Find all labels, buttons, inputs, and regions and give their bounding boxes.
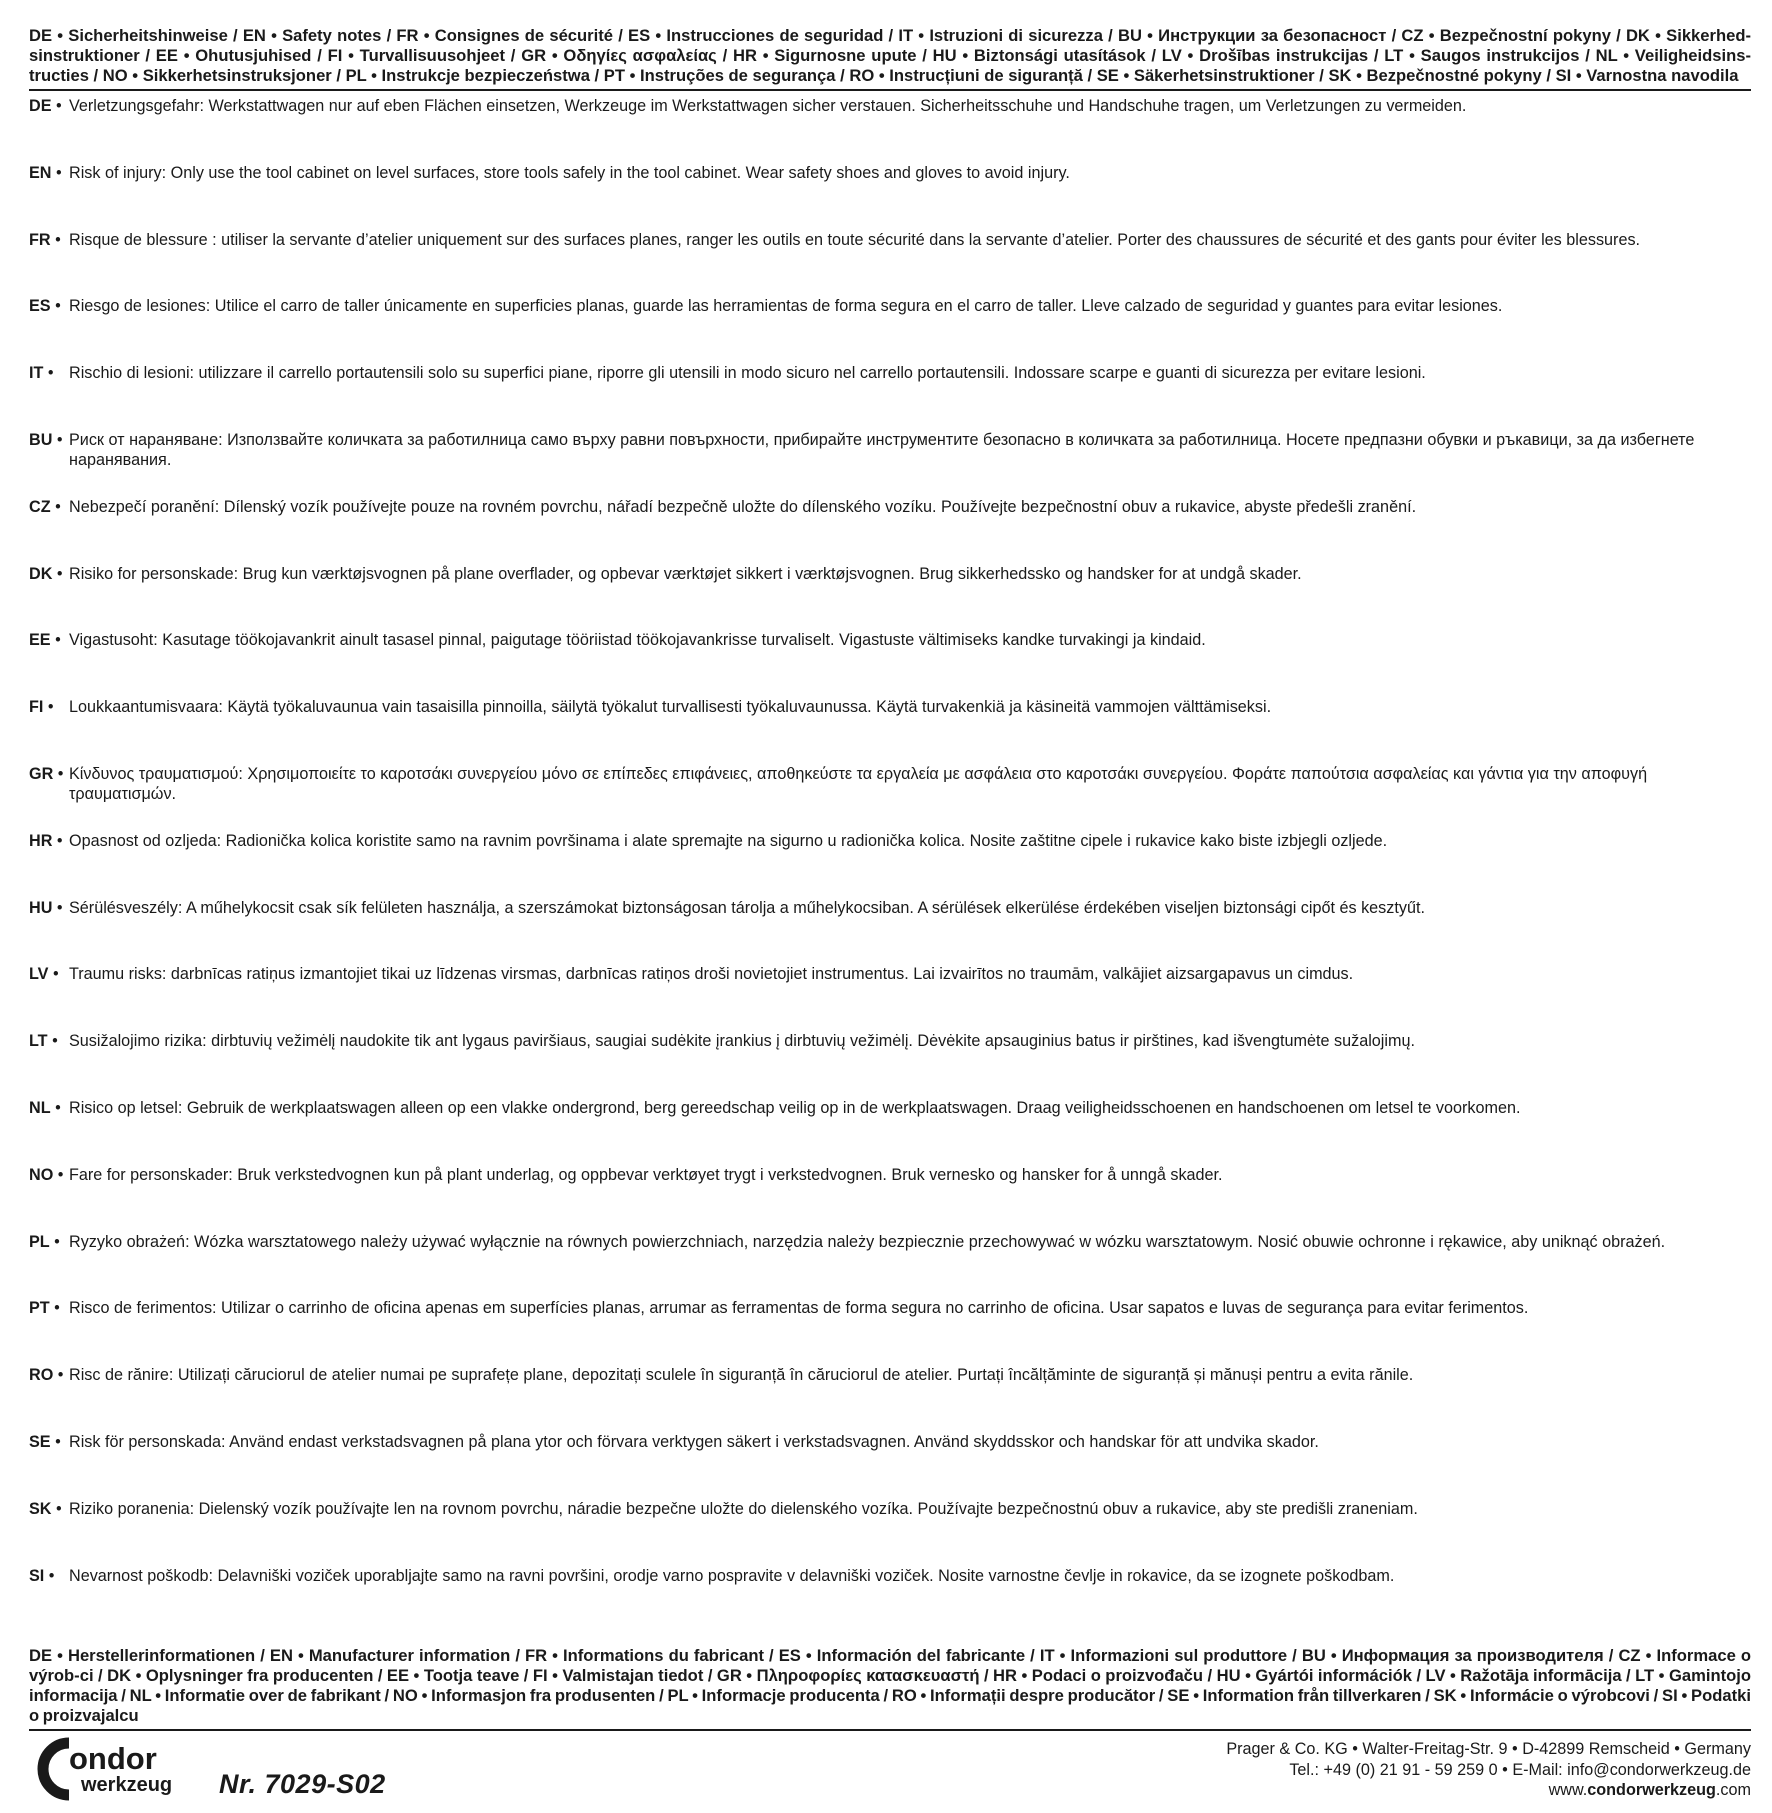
- logo-word: ondor: [69, 1741, 157, 1777]
- entry-text: Vigastusoht: Kasutage töökojavankrit ainult tasasel pinnal, paigutage tööriistad töökojavankrisse turvaliselt. Vigastuste vältimiseks kandke turvakingi ja kindaid.: [69, 631, 1206, 650]
- entry-text: Risk of injury: Only use the tool cabinet on level surfaces, store tools safely in the tool cabinet. Wear safety shoes and gloves to avoid injury.: [69, 163, 1070, 182]
- entry-text: Fare for personskader: Bruk verkstedvognen kun på plant underlag, og oppbevar verktøyet trygt i verkstedvognen. Bruk vernesko og hansker for å unngå skader.: [69, 1165, 1223, 1184]
- lang-code: SK: [29, 1499, 52, 1518]
- entry-fi: FI • Loukkaantumisvaara: Käytä työkaluvaunua vain tasaisilla pinnoilla, säilytä työkalut turvallisesti työkaluvaunussa. Käytä turvakenkiä ja käsineitä vammojen välttämiseksi.: [29, 697, 1751, 764]
- logo-sub: werkzeug: [81, 1774, 173, 1797]
- lang-code: DE: [29, 97, 52, 115]
- entry-de: DE • Verletzungsgefahr: Werkstattwagen nur auf eben Flächen einsetzen, Werkzeuge im Werkstattwagen sicher verstauen. Sicherheitsschuhe und Handschuhe tragen, um Verletzungen zu vermeiden.: [29, 96, 1751, 163]
- entry-fr: FR • Risque de blessure : utiliser la servante d’atelier uniquement sur des surfaces planes, ranger les outils en toute sécurité dans la servante d’atelier. Porter des chaussures de sécurité et des gants pour éviter les blessures.: [29, 230, 1751, 297]
- entry-text: Nebezpečí poranění: Dílenský vozík používejte pouze na rovném povrchu, nářadí bezpečně uložte do dílenského vozíku. Používejte bezpečnostní obuv a rukavice, abyste předešli zranění.: [69, 497, 1417, 516]
- lang-code: HU: [29, 898, 53, 917]
- entry-text: Риск от нараняване: Използвайте количката за работилница само върху равни повърхности, прибирайте инструментите безопасно в количката за работилница. Носете предпазни обувки и ръкавици, за да избегнете наранявания.: [69, 430, 1695, 470]
- lang-code: SI: [29, 1566, 45, 1585]
- article-number: Nr. 7029-S02: [219, 1769, 386, 1800]
- entry-lv: LV • Traumu risks: darbnīcas ratiņus izmantojiet tikai uz līdzenas virsmas, darbnīcas ratiņos droši novietojiet instrumentus. Lai izvairītos no traumām, valkājiet aizsargapavus un cimdus.: [29, 964, 1751, 1031]
- lang-code: SE: [29, 1432, 51, 1451]
- entry-text: Sérülésveszély: A műhelykocsit csak sík felületen használja, a szerszámokat biztonságosan tárolja a műhelykocsiban. A sérülések elkerülése érdekében viseljen biztonsági cipőt és kesztyűt.: [69, 898, 1425, 917]
- entry-gr: GR • Κίνδυνος τραυματισμού: Χρησιμοποιείτε το καροτσάκι συνεργείου μόνο σε επίπεδες επιφάνειες, αποθηκεύστε τα εργαλεία με ασφάλεια στο καροτσάκι συνεργείου. Φοράτε παπούτσια ασφαλείας και γάντια για την αποφυγή τραυματισμών.: [29, 764, 1751, 831]
- entry-text: Risc de rănire: Utilizați căruciorul de atelier numai pe suprafețe plane, depozitați sculele în siguranță în căruciorul de atelier. Purtați încălțăminte de siguranță și mănuși pentru a evita rănile.: [69, 1366, 1414, 1385]
- entry-en: EN • Risk of injury: Only use the tool cabinet on level surfaces, store tools safely in the tool cabinet. Wear safety shoes and gloves to avoid injury.: [29, 163, 1751, 230]
- entry-text: Κίνδυνος τραυματισμού: Χρησιμοποιείτε το καροτσάκι συνεργείου μόνο σε επίπεδες επιφάνειες, αποθηκεύστε τα εργαλεία με ασφάλεια στο καροτσάκι συνεργείου. Φοράτε παπούτσια ασφαλείας και γάντια για την αποφυγή τραυματισμών.: [69, 764, 1648, 804]
- entry-pt: PT • Risco de ferimentos: Utilizar o carrinho de oficina apenas em superfícies planas, arrumar as ferramentas de forma segura no carrinho de oficina. Usar sapatos e luvas de segurança para evitar ferimentos.: [29, 1298, 1751, 1365]
- entry-hr: HR • Opasnost od ozljeda: Radionička kolica koristite samo na ravnim površinama i alate spremajte na sigurno u radionička kolica. Nosite zaštitne cipele i rukavice kako biste izbjegli ozljede.: [29, 831, 1751, 898]
- entry-hu: HU • Sérülésveszély: A műhelykocsit csak sík felületen használja, a szerszámokat biztonságosan tárolja a műhelykocsiban. A sérülések elkerülése érdekében viseljen biztonsági cipőt és kesztyűt.: [29, 898, 1751, 965]
- entry-si: SI • Nevarnost poškodb: Delavniški voziček uporabljajte samo na ravni površini, orodje varno pospravite v delavniški voziček. Nosite varnostne čevlje in rokavice, da se izognete poškodbam.: [29, 1566, 1751, 1633]
- safety-notes-list: [29, 96, 1751, 1632]
- footer: [29, 1735, 1751, 1813]
- entry-text: Risiko for personskade: Brug kun værktøjsvognen på plane overflader, og opbevar værktøjet sikkert i værktøjsvognen. Brug sikkerhedssko og handsker for at undgå skader.: [69, 564, 1302, 583]
- entry-text: Riesgo de lesiones: Utilice el carro de taller únicamente en superficies planas, guarde las herramientas de forma segura en el carro de taller. Lleve calzado de seguridad y guantes para evitar lesiones.: [69, 297, 1503, 316]
- entry-text: Ryzyko obrażeń: Wózka warsztatowego należy używać wyłącznie na równych powierzchniach, narzędzia należy bezpiecznie przechowywać w wózku warsztatowym. Nosić obuwie ochronne i rękawice, aby uniknąć obrażeń.: [69, 1232, 1666, 1251]
- address-line: Prager & Co. KG • Walter-Freitag-Str. 9 • D-42899 Remscheid • Germany: [1226, 1740, 1751, 1759]
- entry-text: Riziko poranenia: Dielenský vozík používajte len na rovnom povrchu, náradie bezpečne uložte do dielenského vozíka. Používajte bezpečnostnú obuv a rukavice, aby ste predišli zraneniam.: [69, 1499, 1418, 1518]
- entry-text: Opasnost od ozljeda: Radionička kolica koristite samo na ravnim površinama i alate spremajte na sigurno u radionička kolica. Nosite zaštitne cipele i rukavice kako biste izbjegli ozljede.: [69, 831, 1388, 850]
- lang-code: GR: [29, 764, 54, 783]
- entry-cz: CZ • Nebezpečí poranění: Dílenský vozík používejte pouze na rovném povrchu, nářadí bezpečně uložte do dílenského vozíku. Používejte bezpečnostní obuv a rukavice, abyste předešli zranění.: [29, 497, 1751, 564]
- entry-it: IT • Rischio di lesioni: utilizzare il carrello portautensili solo su superfici piane, riporre gli utensili in modo sicuro nel carrello portautensili. Indossare scarpe e guanti di sicurezza per evitare lesioni.: [29, 363, 1751, 430]
- entry-sk: SK • Riziko poranenia: Dielenský vozík používajte len na rovnom povrchu, náradie bezpečne uložte do dielenského vozíka. Používajte bezpečnostnú obuv a rukavice, aby ste predišli zraneniam.: [29, 1499, 1751, 1566]
- entry-es: ES • Riesgo de lesiones: Utilice el carro de taller únicamente en superficies planas, guarde las herramientas de forma segura en el carro de taller. Lleve calzado de seguridad y guantes para evitar lesiones.: [29, 296, 1751, 363]
- entry-text: Risk för personskada: Använd endast verkstadsvagnen på plana ytor och förvara verktygen säkert i verkstadsvagnen. Använd skyddsskor och handskar för att undvika skador.: [69, 1432, 1319, 1451]
- entry-text: Traumu risks: darbnīcas ratiņus izmantojiet tikai uz līdzenas virsmas, darbnīcas ratiņos droši novietojiet instrumentus. Lai izvairītos no traumām, valkājiet aizsargapavus un cimdus.: [69, 965, 1354, 984]
- entry-se: SE • Risk för personskada: Använd endast verkstadsvagnen på plana ytor och förvara verktygen säkert i verkstadsvagnen. Använd skyddsskor och handskar för att undvika skador.: [29, 1432, 1751, 1499]
- document-page: [29, 26, 1751, 1813]
- lang-code: RO: [29, 1366, 54, 1385]
- entry-ro: RO • Risc de rănire: Utilizați căruciorul de atelier numai pe suprafețe plane, depozitați sculele în siguranță în căruciorul de atelier. Purtați încălțăminte de siguranță și mănuși pentru a evita rănile.: [29, 1365, 1751, 1432]
- web-suffix: .com: [1715, 1781, 1751, 1800]
- web-prefix: www.: [1548, 1781, 1588, 1800]
- lang-code: LT: [29, 1032, 48, 1051]
- lang-code: EE: [29, 631, 51, 650]
- website: [1226, 1780, 1751, 1801]
- safety-notes-heading: DE • Sicherheitshinweise / EN • Safety notes / FR • Consignes de sécurité / ES • Instrucciones de seguridad / IT • Istruzioni di sicurezza / BU • Инструкции за безопасност / CZ • Bezpečnostní pokyny / DK • Sikkerhed-sinstruktioner / EE • Ohutusjuhised / FI • Turvallisuusohjeet / GR • Οδηγίες ασφαλείας / HR • Sigurnosne upute / HU • Biztonsági utasítások / LV • Drošības instrukcijas / LT • Saugos instrukcijos / NL • Veiligheidsins-tructies / NO • Sikkerhetsinstruksjoner / PL • Instrukcje bezpieczeństwa / PT • Instruções de segurança / RO • Instrucțiuni de siguranță / SE • Säkerhetsinstruktioner / SK • Bezpečnostné pokyny / SI • Varnostna navodila: [29, 26, 1751, 91]
- address-block: [1226, 1739, 1751, 1801]
- lang-code: HR: [29, 831, 53, 850]
- lang-code: DK: [29, 564, 53, 583]
- entry-text: Risco de ferimentos: Utilizar o carrinho de oficina apenas em superfícies planas, arrumar as ferramentas de forma segura no carrinho de oficina. Usar sapatos e luvas de segurança para evitar ferimentos.: [69, 1299, 1529, 1318]
- entry-text: Verletzungsgefahr: Werkstattwagen nur auf eben Flächen einsetzen, Werkzeuge im Werkstattwagen sicher verstauen. Sicherheitsschuhe und Handschuhe tragen, um Verletzungen zu vermeiden.: [69, 97, 1467, 115]
- lang-code: LV: [29, 965, 49, 984]
- logo-c-mark: [43, 1743, 69, 1795]
- entry-dk: DK • Risiko for personskade: Brug kun værktøjsvognen på plane overflader, og opbevar værktøjet sikkert i værktøjsvognen. Brug sikkerhedssko og handsker for at undgå skader.: [29, 564, 1751, 631]
- contact-line: Tel.: +49 (0) 21 91 - 59 259 0 • E-Mail: info@condorwerkzeug.de: [1289, 1760, 1751, 1779]
- lang-code: CZ: [29, 497, 51, 516]
- entry-text: Nevarnost poškodb: Delavniški voziček uporabljajte samo na ravni površini, orodje varno pospravite v delavniški voziček. Nosite varnostne čevlje in rokavice, da se izognete poškodbam.: [69, 1566, 1395, 1585]
- entry-text: Risque de blessure : utiliser la servante d’atelier uniquement sur des surfaces planes, ranger les outils en toute sécurité dans la servante d’atelier. Porter des chaussures de sécurité et des gants pour éviter les blessures.: [69, 230, 1641, 249]
- lang-code: FR: [29, 230, 51, 249]
- manufacturer-info-heading: DE • Herstellerinformationen / EN • Manufacturer information / FR • Informations du fabricant / ES • Información del fabricante / IT • Informazioni sul produttore / BU • Информация за производителя / CZ • Informace o výrob-ci / DK • Oplysninger fra producenten / EE • Tootja teave / FI • Valmistajan tiedot / GR • Πληροφορίες κατασκευαστή / HR • Podaci o proizvođaču / HU • Gyártói információk / LV • Ražotāja informācija / LT • Gamintojo informacija / NL • Informatie over de fabrikant / NO • Informasjon fra produsenten / PL • Informacje producenta / RO • Informații despre producător / SE • Information från tillverkaren / SK • Informácie o výrobcovi / SI • Podatki o proizvajalcu: [29, 1646, 1751, 1731]
- lang-code: PT: [29, 1299, 50, 1318]
- lang-code: IT: [29, 364, 44, 383]
- entry-text: Rischio di lesioni: utilizzare il carrello portautensili solo su superfici piane, riporre gli utensili in modo sicuro nel carrello portautensili. Indossare scarpe e guanti di sicurezza per evitare lesioni.: [69, 364, 1426, 383]
- entry-text: Susižalojimo rizika: dirbtuvių vežimėlį naudokite tik ant lygaus paviršiaus, saugiai sudėkite įrankius į dirbtuvių vežimėlį. Dėvėkite apsauginius batus ir pirštines, kad išvengtumėte sužalojimų.: [69, 1032, 1415, 1051]
- entry-lt: LT • Susižalojimo rizika: dirbtuvių vežimėlį naudokite tik ant lygaus paviršiaus, saugiai sudėkite įrankius į dirbtuvių vežimėlį. Dėvėkite apsauginius batus ir pirštines, kad išvengtumėte sužalojimų.: [29, 1031, 1751, 1098]
- lang-code: FI: [29, 698, 44, 717]
- condor-logo: [29, 1735, 199, 1803]
- entry-ee: EE • Vigastusoht: Kasutage töökojavankrit ainult tasasel pinnal, paigutage tööriistad töökojavankrisse turvaliselt. Vigastuste vältimiseks kandke turvakingi ja kindaid.: [29, 630, 1751, 697]
- lang-code: NO: [29, 1165, 54, 1184]
- entry-nl: NL • Risico op letsel: Gebruik de werkplaatswagen alleen op een vlakke ondergrond, berg gereedschap veilig op in de werkplaatswagen. Draag veiligheidsschoenen en handschoenen om letsel te voorkomen.: [29, 1098, 1751, 1165]
- lang-code: PL: [29, 1232, 50, 1251]
- lang-code: NL: [29, 1098, 51, 1117]
- lang-code: BU: [29, 430, 53, 449]
- entry-bu: BU • Риск от нараняване: Използвайте количката за работилница само върху равни повърхности, прибирайте инструментите безопасно в количката за работилница. Носете предпазни обувки и ръкавици, за да избегнете наранявания.: [29, 430, 1751, 497]
- web-domain: condorwerkzeug: [1587, 1781, 1716, 1800]
- lang-code: EN: [29, 163, 52, 182]
- lang-code: ES: [29, 297, 51, 316]
- entry-text: Risico op letsel: Gebruik de werkplaatswagen alleen op een vlakke ondergrond, berg gereedschap veilig op in de werkplaatswagen. Draag veiligheidsschoenen en handschoenen om letsel te voorkomen.: [69, 1098, 1521, 1117]
- entry-no: NO • Fare for personskader: Bruk verkstedvognen kun på plant underlag, og oppbevar verktøyet trygt i verkstedvognen. Bruk vernesko og hansker for å unngå skader.: [29, 1165, 1751, 1232]
- entry-pl: PL • Ryzyko obrażeń: Wózka warsztatowego należy używać wyłącznie na równych powierzchniach, narzędzia należy bezpiecznie przechowywać w wózku warsztatowym. Nosić obuwie ochronne i rękawice, aby uniknąć obrażeń.: [29, 1232, 1751, 1299]
- entry-text: Loukkaantumisvaara: Käytä työkaluvaunua vain tasaisilla pinnoilla, säilytä työkalut turvallisesti työkaluvaunussa. Käytä turvakenkiä ja käsineitä vammojen välttämiseksi.: [69, 698, 1272, 717]
